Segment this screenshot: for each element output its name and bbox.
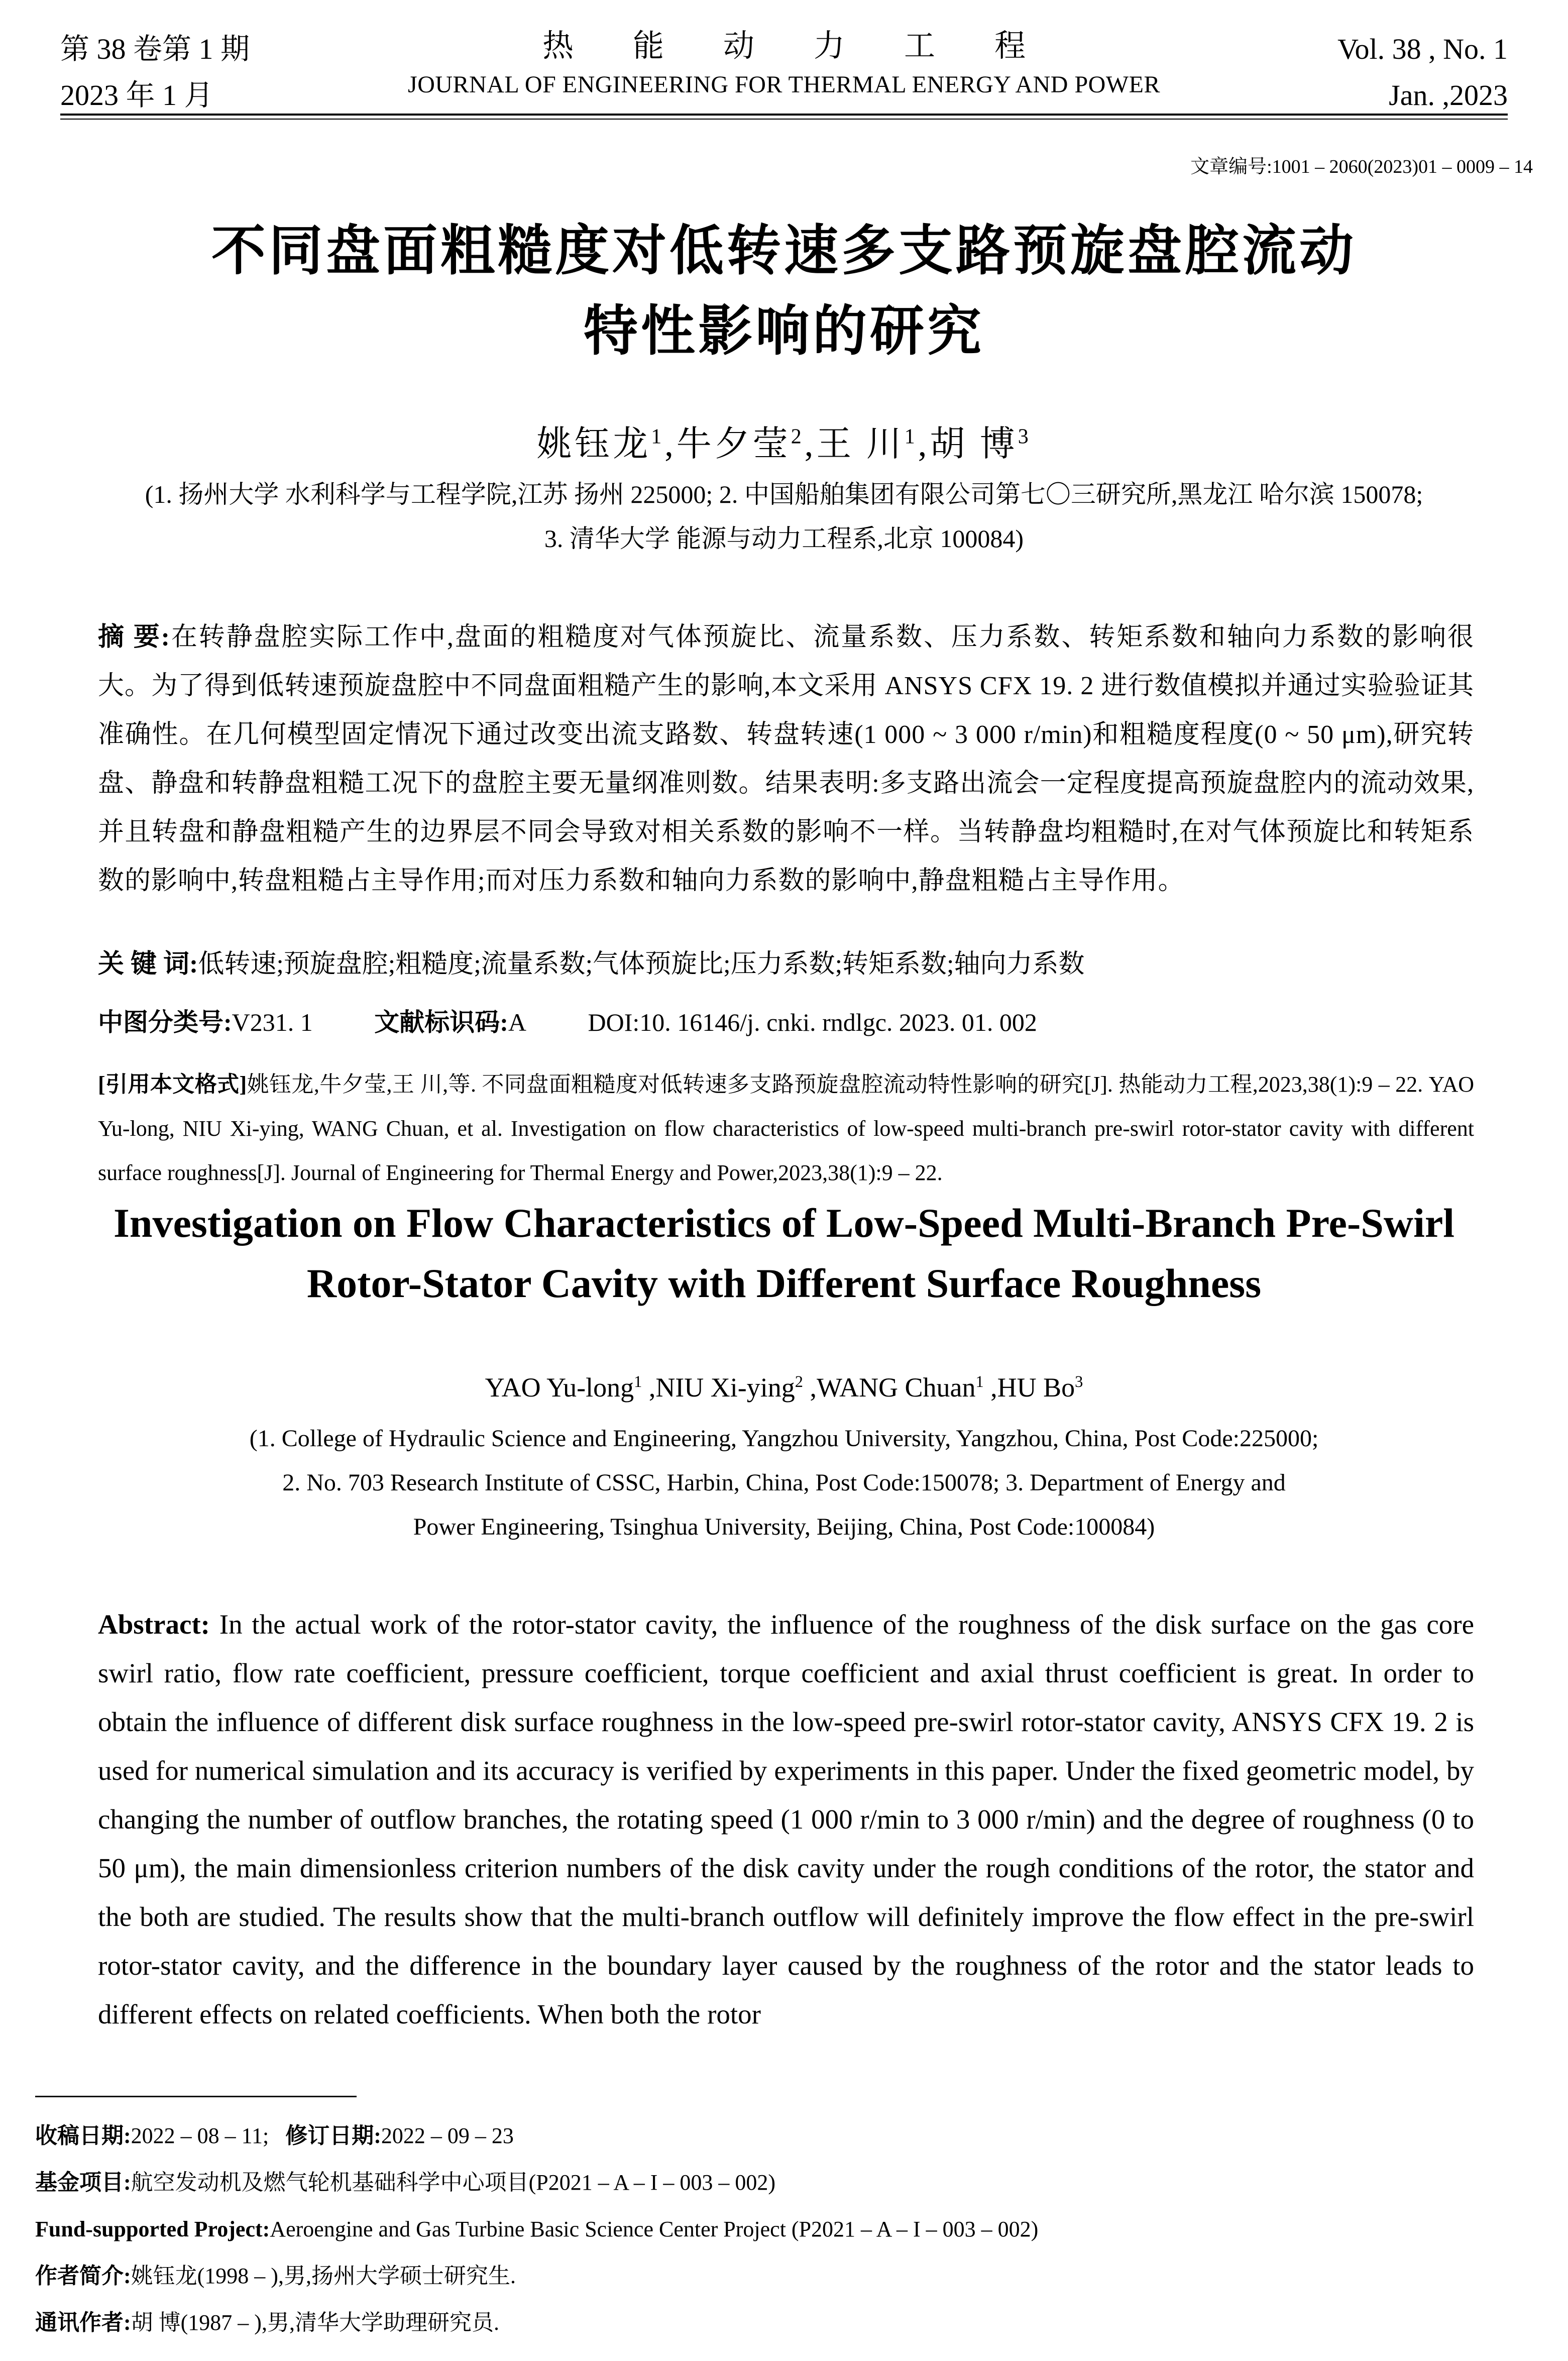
footnote-rule xyxy=(35,2096,357,2097)
citation-text: 姚钰龙,牛夕莹,王 川,等. 不同盘面粗糙度对低转速多支路预旋盘腔流动特性影响的研究[J]. 热能动力工程,2023,38(1):9 – 22. YAO Yu-long, NIU Xi-ying, WANG Chuan, et al. Investigation on flow characteristics of low-speed multi-branch pre-swirl rotor-stator cavity with different surface roughness[J]. Journal of Engineering for Thermal Energy and Power,2023,38(1):9 – 22. xyxy=(98,1072,1474,1185)
abstract-cn-label: 摘 要: xyxy=(98,623,171,652)
author-separator: , xyxy=(803,1372,817,1403)
keywords-cn-label: 关 键 词: xyxy=(98,950,198,979)
author-list-en xyxy=(0,1366,1568,1409)
author-separator: , xyxy=(983,1372,997,1403)
abstract-cn xyxy=(98,613,1474,905)
revised-label: 修订日期: xyxy=(285,2123,381,2148)
affiliations-en xyxy=(0,1417,1568,1549)
citation-format xyxy=(98,1062,1474,1195)
keywords-cn xyxy=(98,944,1474,985)
footnote-fund-cn xyxy=(35,2159,1532,2206)
author-intro-value: 姚钰龙(1998 – ),男,扬州大学硕士研究生. xyxy=(131,2264,516,2288)
fund-en-value: Aeroengine and Gas Turbine Basic Science Center Project (P2021 – A – I – 003 – 002) xyxy=(270,2217,1039,2241)
affiliation-line: (1. 扬州大学 水利科学与工程学院,江苏 扬州 225000; 2. 中国船舶集团有限公司第七〇三研究所,黑龙江 哈尔滨 150078; xyxy=(145,480,1423,508)
author-separator: , xyxy=(918,425,930,464)
affiliations-cn xyxy=(0,472,1568,561)
clc-label: 中图分类号: xyxy=(98,1008,232,1036)
author-name: 姚钰龙 xyxy=(536,425,651,464)
clc-value: V231. 1 xyxy=(232,1008,313,1036)
abstract-en xyxy=(98,1600,1474,2038)
footnote-dates xyxy=(35,2112,1532,2159)
revised-value: 2022 – 09 – 23 xyxy=(381,2123,514,2148)
author-separator: , xyxy=(664,425,677,464)
author-name: 牛夕莹 xyxy=(676,425,791,464)
author-intro-label: 作者简介: xyxy=(35,2264,131,2288)
author-affiliation-mark: 1 xyxy=(904,425,918,449)
author-list-cn xyxy=(0,419,1568,470)
footnote-corresponding xyxy=(35,2299,1532,2346)
corresponding-author-label: 通讯作者: xyxy=(35,2310,131,2335)
footnote-fund-en xyxy=(35,2206,1532,2252)
journal-name xyxy=(0,25,1568,102)
issue-volume-en: Vol. 38 , No. 1 xyxy=(1337,33,1508,65)
citation-label: [引用本文格式] xyxy=(98,1072,247,1097)
issue-volume: 第 38 卷第 1 期 xyxy=(60,33,250,65)
paper-title-cn-line1: 不同盘面粗糙度对低转速多支路预旋盘腔流动 xyxy=(211,220,1357,282)
header-rule-thick xyxy=(60,114,1508,116)
affiliation-line: Power Engineering, Tsinghua University, Beijing, China, Post Code:100084) xyxy=(413,1514,1155,1540)
author-separator: , xyxy=(642,1372,656,1403)
author-affiliation-mark: 1 xyxy=(975,1373,984,1391)
author-affiliation-mark: 3 xyxy=(1075,1373,1083,1391)
doc-code-label: 文献标识码: xyxy=(374,1008,508,1036)
doi: DOI:10. 16146/j. cnki. rndlgc. 2023. 01. 002 xyxy=(588,1008,1037,1036)
author-affiliation-mark: 1 xyxy=(634,1373,642,1391)
author-name: 王 川 xyxy=(816,425,905,464)
journal-name-cn: 热能动力工程 xyxy=(542,29,1085,63)
abstract-en-label: Abstract: xyxy=(98,1609,210,1640)
author-name: YAO Yu-long xyxy=(485,1372,634,1403)
received-label: 收稿日期: xyxy=(35,2123,131,2148)
fund-cn-value: 航空发动机及燃气轮机基础科学中心项目(P2021 – A – I – 003 – 002) xyxy=(131,2170,776,2195)
fund-en-label: Fund-supported Project: xyxy=(35,2217,270,2241)
paper-title-cn xyxy=(0,211,1568,372)
author-affiliation-mark: 2 xyxy=(791,425,805,449)
paper-title-en xyxy=(0,1193,1568,1314)
classification-row xyxy=(98,1002,1474,1042)
author-affiliation-mark: 3 xyxy=(1018,425,1032,449)
author-affiliation-mark: 1 xyxy=(651,425,665,449)
author-name: WANG Chuan xyxy=(816,1372,976,1403)
paper-title-en-line1: Investigation on Flow Characteristics of Low-Speed Multi-Branch Pre-Swirl xyxy=(113,1200,1455,1246)
received-value: 2022 – 08 – 11; xyxy=(131,2123,269,2148)
abstract-cn-text: 在转静盘腔实际工作中,盘面的粗糙度对气体预旋比、流量系数、压力系数、转矩系数和轴向力系数的影响很大。为了得到低转速预旋盘腔中不同盘面粗糙产生的影响,本文采用 ANSYS CFX 19. 2 进行数值模拟并通过实验验证其准确性。在几何模型固定情况下通过改变出流支路数、转盘转速(1 000 ~ 3 000 r/min)和粗糙度程度(0 ~ 50 μm),研究转盘、静盘和转静盘粗糙工况下的盘腔主要无量纲准则数。结果表明:多支路出流会一定程度提高预旋盘腔内的流动效果,并且转盘和静盘粗糙产生的边界层不同会导致对相关系数的影响不一样。当转静盘均粗糙时,在对气体预旋比和转矩系数的影响中,转盘粗糙占主导作用;而对压力系数和轴向力系数的影响中,静盘粗糙占主导作用。 xyxy=(98,623,1474,895)
fund-cn-label: 基金项目: xyxy=(35,2170,131,2195)
author-name: 胡 博 xyxy=(930,425,1018,464)
doc-code-value: A xyxy=(508,1008,527,1036)
author-name: HU Bo xyxy=(997,1372,1075,1403)
author-name: NIU Xi-ying xyxy=(655,1372,795,1403)
issue-info-en xyxy=(1337,26,1508,119)
keywords-cn-text: 低转速;预旋盘腔;粗糙度;流量系数;气体预旋比;压力系数;转矩系数;轴向力系数 xyxy=(198,950,1085,979)
article-number: 文章编号:1001 – 2060(2023)01 – 0009 – 14 xyxy=(1190,156,1533,177)
affiliation-line: (1. College of Hydraulic Science and Engineering, Yangzhou University, Yangzhou, China, Post Code:225000; xyxy=(249,1425,1319,1452)
issue-date-en: Jan. ,2023 xyxy=(1389,79,1508,112)
paper-title-en-line2: Rotor-Stator Cavity with Different Surface Roughness xyxy=(306,1260,1262,1306)
affiliation-line: 3. 清华大学 能源与动力工程系,北京 100084) xyxy=(544,524,1024,553)
paper-title-cn-line2: 特性影响的研究 xyxy=(583,300,984,363)
footnotes xyxy=(35,2112,1532,2346)
author-separator: , xyxy=(804,425,817,464)
footnote-author xyxy=(35,2252,1532,2299)
author-affiliation-mark: 2 xyxy=(795,1373,803,1391)
header-rule-thin xyxy=(60,119,1508,120)
issue-date: 2023 年 1 月 xyxy=(60,79,213,112)
corresponding-author-value: 胡 博(1987 – ),男,清华大学助理研究员. xyxy=(131,2310,499,2335)
affiliation-line: 2. No. 703 Research Institute of CSSC, Harbin, China, Post Code:150078; 3. Department of Energy and xyxy=(282,1469,1286,1496)
journal-name-en: JOURNAL OF ENGINEERING FOR THERMAL ENERGY AND POWER xyxy=(408,71,1160,98)
abstract-en-text: In the actual work of the rotor-stator cavity, the influence of the roughness of the disk surface on the gas core swirl ratio, flow rate coefficient, pressure coefficient, torque coefficient and axial thrust coefficient is great. In order to obtain the influence of different disk surface roughness in the low-speed pre-swirl rotor-stator cavity, ANSYS CFX 19. 2 is used for numerical simulation and its accuracy is verified by experiments in this paper. Under the fixed geometric model, by changing the number of outflow branches, the rotating speed (1 000 r/min to 3 000 r/min) and the degree of roughness (0 to 50 μm), the main dimensionless criterion numbers of the disk cavity under the rough conditions of the rotor, the stator and the both are studied. The results show that the multi-branch outflow will definitely improve the flow effect in the pre-swirl rotor-stator cavity, and the difference in the boundary layer caused by the roughness of the rotor and the stator leads to different effects on related coefficients. When both the rotor xyxy=(98,1609,1474,2029)
